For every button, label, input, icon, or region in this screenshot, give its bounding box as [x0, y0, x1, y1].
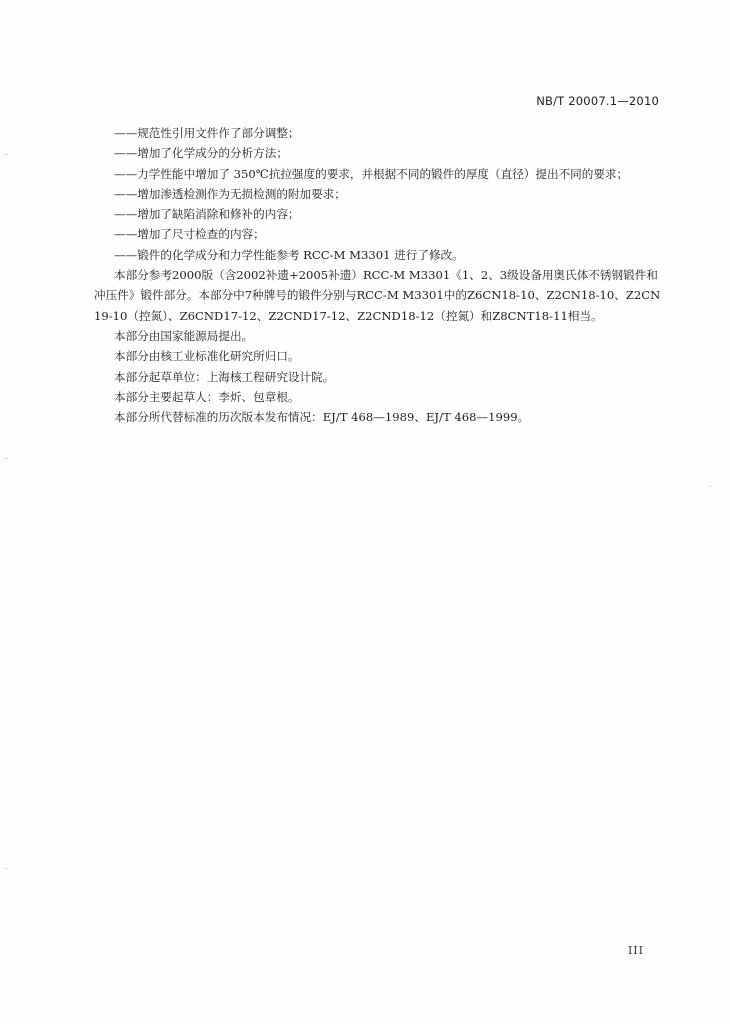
scan-speck	[710, 486, 711, 487]
change-item: ——规范性引用文件作了部分调整；	[114, 126, 300, 140]
statement-history: 本部分所代替标准的历次版本发布情况：EJ/T 468—1989、EJ/T 468—1999。	[114, 410, 530, 425]
change-item: ——增加了化学成分的分析方法；	[114, 146, 288, 161]
page-number: III	[627, 944, 644, 957]
statement-drafting-unit: 本部分起草单位：上海核工程研究设计院。	[114, 369, 335, 384]
change-item: ——增加渗透检测作为无损检测的附加要求；	[114, 186, 346, 201]
change-item: ——增加了缺陷消除和修补的内容；	[114, 207, 300, 222]
change-item: ——锻件的化学成分和力学性能参考 RCC-M M3301 进行了修改。	[114, 247, 464, 262]
change-item: ——力学性能中增加了 350℃抗拉强度的要求，并根据不同的锻件的厚度（直径）提出不同的要求；	[114, 166, 629, 181]
change-item: ——增加了尺寸检查的内容；	[114, 227, 265, 242]
scan-speck	[6, 868, 7, 869]
statement-management: 本部分由核工业标准化研究所归口。	[114, 349, 300, 364]
reference-paragraph: 本部分参考2000版（含2002补遗+2005补遗）RCC-M M3301《1、2、3级设备用奥氏体不锈钢锻件和冲压件》锻件部分。本部分中7种牌号的锻件分别与RCC-M M3301中的Z6CN18-10、Z2CN18-10、Z2CN19-10（控氮）、Z6CND17-12、Z2CND17-12、Z2CND18-12（控氮）和Z8CNT18-11相当。	[94, 268, 661, 323]
foreword-content	[94, 123, 664, 427]
scan-speck	[6, 458, 7, 459]
statement-drafters: 本部分主要起草人：李炘、包章根。	[114, 389, 300, 404]
statement-proposer: 本部分由国家能源局提出。	[114, 328, 254, 343]
standard-code: NB/T 20007.1—2010	[536, 94, 659, 108]
scan-speck	[6, 154, 7, 155]
